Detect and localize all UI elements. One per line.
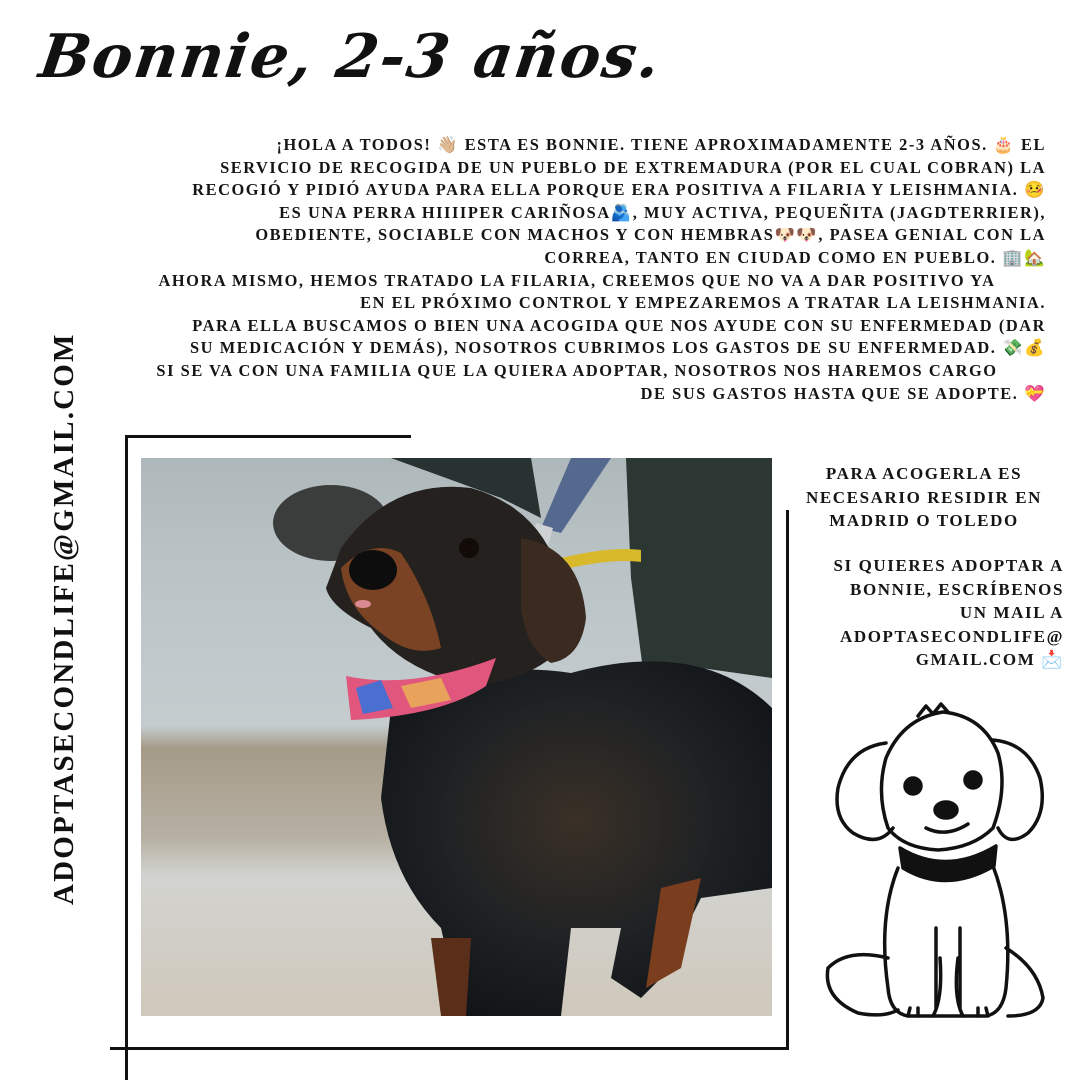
puppy-illustration bbox=[808, 698, 1058, 1028]
description-line: PARA ELLA BUSCAMOS O BIEN UNA ACOGIDA QUE NOS AYUDE CON SU ENFERMEDAD (DAR bbox=[192, 315, 1046, 335]
description-line: EN EL PRÓXIMO CONTROL Y EMPEZAREMOS A TRATAR LA LEISHMANIA. bbox=[360, 293, 1046, 313]
page-title: Bonnie, 2-3 años. bbox=[35, 22, 667, 92]
description bbox=[108, 134, 1046, 405]
frame-bottom-line bbox=[110, 1047, 789, 1050]
adopt-line: SI QUIERES ADOPTAR A bbox=[833, 556, 1064, 575]
adopt-line: GMAIL.COM 📩 bbox=[915, 650, 1064, 669]
contact-email-vertical: ADOPTASECONDLIFE@GMAIL.COM bbox=[48, 332, 80, 905]
foster-line: NECESARIO RESIDIR EN bbox=[805, 487, 1043, 507]
foster-requirement bbox=[778, 462, 1070, 533]
description-line: RECOGIÓ Y PIDIÓ AYUDA PARA ELLA PORQUE ERA POSITIVA A FILARIA Y LEISHMANIA. 🤒 bbox=[192, 180, 1046, 200]
description-line: AHORA MISMO, HEMOS TRATADO LA FILARIA, CREEMOS QUE NO VA A DAR POSITIVO YA bbox=[158, 270, 996, 290]
adopt-line: UN MAIL A bbox=[959, 603, 1064, 622]
description-line: SU MEDICACIÓN Y DEMÁS), NOSOTROS CUBRIMOS LOS GASTOS DE SU ENFERMEDAD. 💸💰 bbox=[190, 338, 1046, 358]
description-line: SERVICIO DE RECOGIDA DE UN PUEBLO DE EXTREMADURA (POR EL CUAL COBRAN) LA bbox=[220, 157, 1046, 177]
foster-line: MADRID O TOLEDO bbox=[829, 511, 1019, 530]
frame-left-line bbox=[125, 435, 128, 1080]
description-line: DE SUS GASTOS HASTA QUE SE ADOPTE. 💝 bbox=[640, 383, 1046, 403]
foster-line: PARA ACOGERLA ES bbox=[825, 464, 1023, 483]
adopt-line: ADOPTASECONDLIFE@ bbox=[839, 626, 1064, 646]
description-line: CORREA, TANTO EN CIUDAD COMO EN PUEBLO. 🏢🏡 bbox=[544, 247, 1046, 267]
description-line: OBEDIENTE, SOCIABLE CON MACHOS Y CON HEMBRAS🐶🐶, PASEA GENIAL CON LA bbox=[255, 225, 1046, 245]
adopt-line: BONNIE, ESCRÍBENOS bbox=[850, 579, 1064, 599]
description-line: ES UNA PERRA HIIIIPER CARIÑOSA🫂, MUY ACTIVA, PEQUEÑITA (JAGDTERRIER), bbox=[279, 202, 1046, 222]
description-line: SI SE VA CON UNA FAMILIA QUE LA QUIERA ADOPTAR, NOSOTROS NOS HAREMOS CARGO bbox=[156, 360, 998, 380]
description-line: ¡HOLA A TODOS! 👋🏼 ESTA ES BONNIE. TIENE APROXIMADAMENTE 2-3 AÑOS. 🎂 EL bbox=[276, 135, 1046, 154]
frame-top-line bbox=[125, 435, 411, 438]
dog-photo bbox=[141, 458, 772, 1016]
adopt-contact bbox=[772, 554, 1064, 672]
